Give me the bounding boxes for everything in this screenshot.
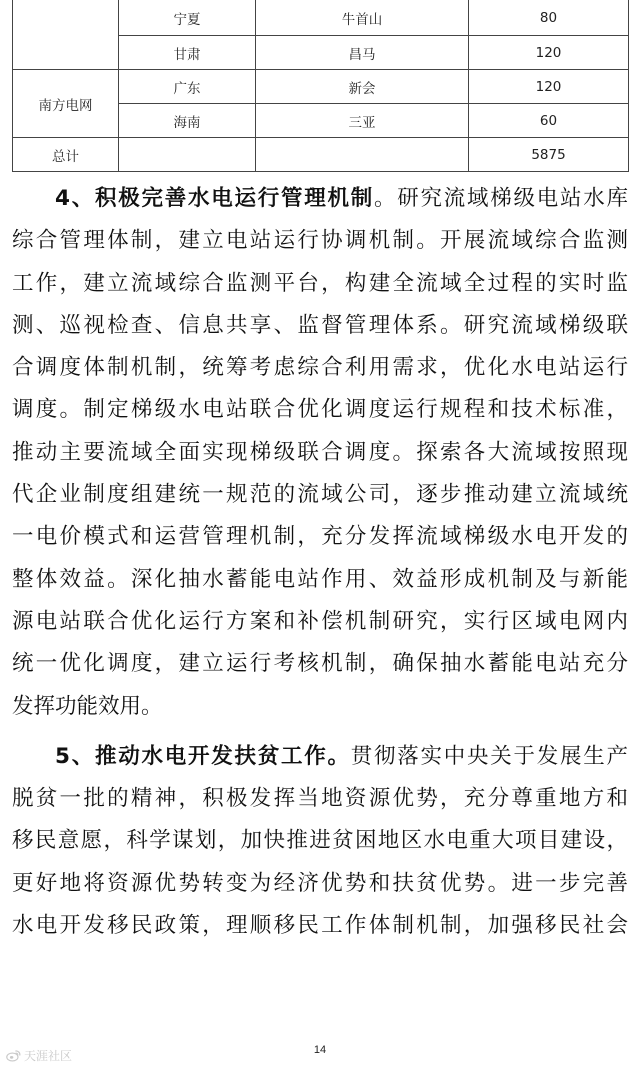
paragraph-line: 脱贫一批的精神，积极发挥当地资源优势，充分尊重地方和 xyxy=(12,786,628,812)
paragraph-line: 调度。制定梯级水电站联合优化调度运行规程和技术标准， xyxy=(12,397,628,423)
capacity-cell: 60 xyxy=(469,104,629,138)
paragraph-line: 4、积极完善水电运行管理机制。研究流域梯级电站水库 xyxy=(55,186,628,211)
province-cell: 宁夏 xyxy=(119,0,256,36)
paragraph-line: 整体效益。深化抽水蓄能电站作用、效益形成机制及与新能 xyxy=(12,566,628,592)
province-cell: 甘肃 xyxy=(119,36,256,70)
province-cell: 广东 xyxy=(119,70,256,104)
paragraph-line: 统一优化调度，建立运行考核机制，确保抽水蓄能电站充分 xyxy=(12,651,628,677)
body-text xyxy=(12,178,628,947)
table-row xyxy=(13,70,629,104)
paragraph-line: 5、推动水电开发扶贫工作。贯彻落实中央关于发展生产 xyxy=(55,743,628,769)
capacity-cell: 120 xyxy=(469,70,629,104)
station-cell: 牛首山 xyxy=(256,0,469,36)
paragraph-line: 合调度体制机制，统筹考虑综合利用需求，优化水电站运行 xyxy=(12,355,628,381)
province-cell: 海南 xyxy=(119,104,256,138)
section-4-paragraph xyxy=(12,178,628,728)
station-cell: 新会 xyxy=(256,70,469,104)
region-cell: 南方电网 xyxy=(13,70,119,138)
paragraph-line: 工作，建立流域综合监测平台，构建全流域全过程的实时监 xyxy=(12,270,628,296)
paragraph-line: 发挥功能效用。 xyxy=(12,693,163,719)
station-cell: 三亚 xyxy=(256,104,469,138)
capacity-table xyxy=(12,0,629,172)
section-4-heading: 4、积极完善水电运行管理机制 xyxy=(55,186,374,211)
paragraph-line: 水电开发移民政策，理顺移民工作体制机制，加强移民社会 xyxy=(12,913,628,939)
total-label-cell: 总计 xyxy=(13,138,119,172)
watermark-text: 天涯社区 xyxy=(24,1049,73,1063)
paragraph-line: 一电价模式和运营管理机制，充分发挥流域梯级水电开发的 xyxy=(12,524,628,550)
table-total-row xyxy=(13,138,629,172)
paragraph-line: 移民意愿，科学谋划，加快推进贫困地区水电重大项目建设， xyxy=(12,828,628,854)
paragraph-line: 测、巡视检查、信息共享、监督管理体系。研究流域梯级联 xyxy=(12,312,628,338)
paragraph-line: 源电站联合优化运行方案和补偿机制研究，实行区域电网内 xyxy=(12,608,628,634)
section-5-heading: 5、推动水电开发扶贫工作。 xyxy=(55,743,351,769)
empty-cell xyxy=(256,138,469,172)
total-value-cell: 5875 xyxy=(469,138,629,172)
region-cell xyxy=(13,0,119,70)
paragraph-line: 代企业制度组建统一规范的流域公司，逐步推动建立流域统 xyxy=(12,482,628,508)
capacity-cell: 80 xyxy=(469,0,629,36)
paragraph-line: 综合管理体制，建立电站运行协调机制。开展流域综合监测 xyxy=(12,228,628,254)
empty-cell xyxy=(119,138,256,172)
capacity-cell: 120 xyxy=(469,36,629,70)
station-cell: 昌马 xyxy=(256,36,469,70)
table-row xyxy=(13,0,629,36)
page-number: 14 xyxy=(313,1044,327,1056)
paragraph-line: 更好地将资源优势转变为经济优势和扶贫优势。进一步完善 xyxy=(12,870,628,896)
paragraph-line: 推动主要流域全面实现梯级联合调度。探索各大流域按照现 xyxy=(12,439,628,465)
section-5-paragraph xyxy=(12,736,628,947)
